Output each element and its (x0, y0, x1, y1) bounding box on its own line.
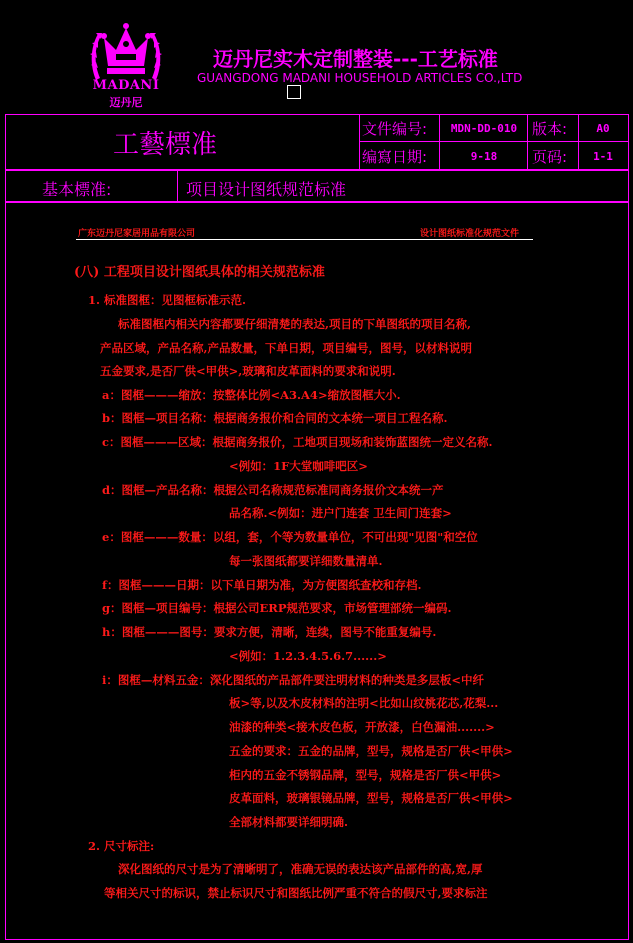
list-item-i-cont: 板>等,以及木皮材料的注明<比如山纹桃花芯,花梨... (229, 696, 499, 710)
basic-standard-value: 项目设计图纸规范标准 (186, 180, 347, 199)
list-item-d: d：图框—产品名称：根据公司名称规范标准同商务报价文本统一产 (102, 483, 444, 497)
doc-header-rule (76, 239, 533, 240)
version-value: A0 (596, 122, 610, 135)
list-item-c: c：图框———区域：根据商务报价，工地项目现场和装饰蓝图统一定义名称. (102, 435, 493, 449)
doc-company-small: 广东迈丹尼家居用品有限公司 (78, 229, 196, 239)
logo (88, 18, 164, 110)
body-line: 等相关尺寸的标识，禁止标识尺寸和图纸比例严重不符合的假尺寸,要求标注 (104, 886, 488, 900)
crown-emblem (88, 18, 164, 86)
document-body (5, 202, 629, 940)
list-item-d-cont: 品名称.<例如：进户门连套 卫生间门连套> (229, 506, 452, 520)
list-item-i-cont: 油漆的种类<接木皮色板，开放漆，白色漏油.......> (229, 720, 495, 734)
doc-file-title-small: 设计图纸标准化规范文件 (420, 229, 520, 239)
page-value: 1-1 (593, 150, 613, 163)
body-line: 五金要求,是否厂供<甲供>,玻璃和皮革面料的要求和说明. (100, 364, 396, 378)
header-title: 工藝標准 (113, 130, 218, 160)
list-item-f: f：图框———日期：以下单日期为准，为方便图纸查校和存档. (102, 578, 422, 592)
body-line: 产品区域，产品名称,产品数量，下单日期，项目编号，图号，以材料说明 (100, 341, 472, 355)
list-item-h: h：图框———图号：要求方便，清晰，连续，图号不能重复编号. (102, 625, 437, 639)
list-item-i-cont: 柜内的五金不锈钢品牌，型号，规格是否厂供<甲供> (229, 768, 502, 782)
list-item-e-cont: 每一张图纸都要详细数量清单. (229, 554, 383, 568)
list-item-g: g：图框—项目编号：根据公司ERP规范要求，市场管理部统一编码. (102, 601, 452, 615)
doc-no-value: MDN-DD-010 (450, 122, 518, 135)
list-item-i-cont: 全部材料都要详细明确. (229, 815, 349, 829)
list-item-e: e：图框———数量：以组，套，个等为数量单位，不可出现"见图"和空位 (102, 530, 478, 544)
item-2-heading: 2. 尺寸标注: (88, 839, 155, 853)
date-label: 编寫日期: (362, 148, 428, 166)
list-item-h-example: <例如：1.2.3.4.5.6.7......> (229, 649, 387, 663)
company-subtitle: GUANGDONG MADANI HOUSEHOLD ARTICLES CO.,LTD (197, 71, 523, 85)
basic-standard-label: 基本標准: (42, 180, 112, 199)
list-item-i-cont: 五金的要求：五金的品牌，型号，规格是否厂供<甲供> (229, 744, 513, 758)
doc-no-label: 文件编号: (362, 120, 428, 138)
insertion-marker (287, 85, 301, 99)
item-1-heading: 1. 标准图框：见图框标准示范. (88, 293, 247, 307)
logo-brand-cn: 迈丹尼 (109, 96, 143, 109)
date-value: 9-18 (470, 150, 498, 163)
body-line: 标准图框内相关内容都要仔细清楚的表达,项目的下单图纸的项目名称, (118, 317, 472, 331)
list-item-c-example: <例如：1F大堂咖啡吧区> (229, 459, 368, 473)
company-title: 迈丹尼实木定制整装---工艺标准 (213, 47, 498, 71)
list-item-b: b：图框—项目名称：根据商务报价和合同的文本统一项目工程名称. (102, 411, 448, 425)
list-item-a: a：图框———缩放：按整体比例<A3.A4>缩放图框大小. (102, 388, 401, 402)
list-item-i-cont: 皮革面料，玻璃银镜品牌，型号，规格是否厂供<甲供> (229, 791, 513, 805)
section-heading: (八) 工程项目设计图纸具体的相关规范标准 (74, 265, 325, 280)
page-label: 页码: (532, 148, 568, 166)
list-item-i: i：图框—材料五金：深化图纸的产品部件要注明材料的种类是多层板<中纤 (102, 673, 485, 687)
body-line: 深化图纸的尺寸是为了清晰明了，准确无误的表达该产品部件的高,宽,厚 (118, 862, 483, 876)
version-label: 版本: (532, 120, 568, 138)
logo-brand: MADANI (92, 78, 160, 93)
